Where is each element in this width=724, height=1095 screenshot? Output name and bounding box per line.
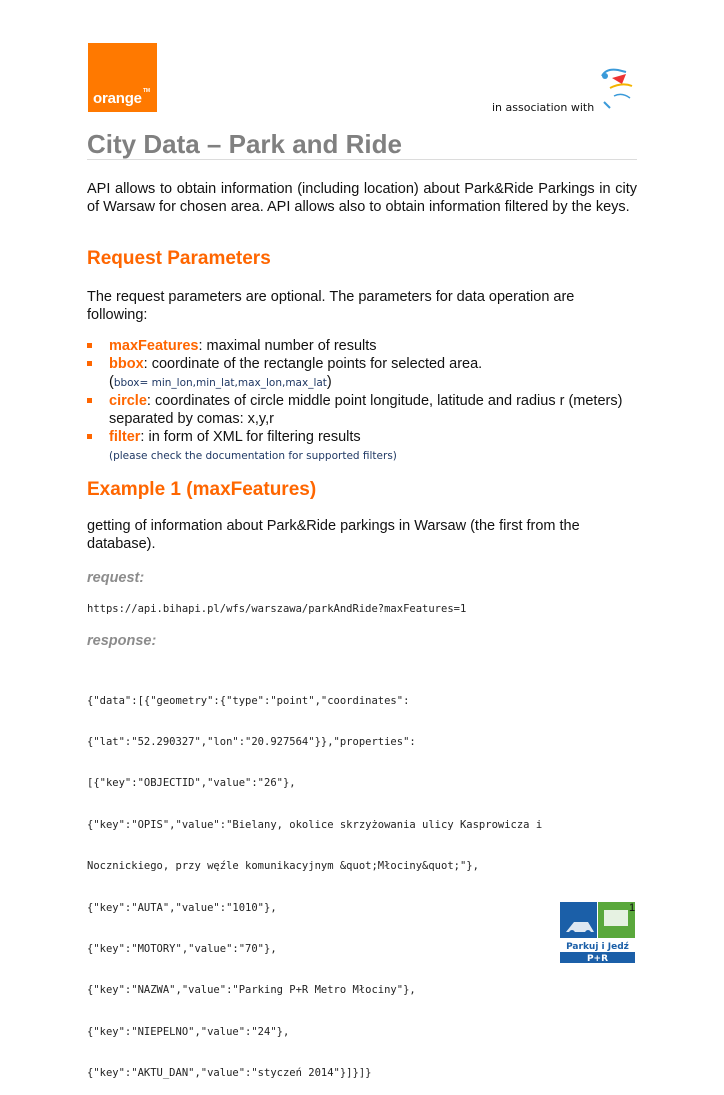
association-text: in association with <box>492 101 595 114</box>
pr-logo-text: Parkuj i Jedź <box>566 942 629 952</box>
code-line: {"key":"AUTA","value":"1010"}, <box>87 901 277 914</box>
example1-heading: Example 1 (maxFeatures) <box>87 479 317 500</box>
intro-paragraph: API allows to obtain information (including location) about Park&Ride Parkings in city of Warsaw for chosen area. API allows also to obtain information filtered by the keys. <box>87 181 637 215</box>
param-note: (please check the documentation for supported filters) <box>109 450 397 462</box>
code-line: {"key":"MOTORY","value":"70"}, <box>87 942 277 955</box>
param-description: : coordinate of the rectangle points for selected area. <box>143 356 483 372</box>
code-line: [{"key":"OBJECTID","value":"26"}, <box>87 777 296 790</box>
code-line: {"key":"OPIS","value":"Bielany, okolice skrzyżowania ulicy Kasprowicza i <box>87 818 543 831</box>
response-label: response: <box>87 633 157 649</box>
param-key: circle <box>109 393 147 409</box>
request-label: request: <box>87 570 145 586</box>
bullet-icon <box>87 343 92 348</box>
code-line: {"key":"NIEPELNO","value":"24"}, <box>87 1025 290 1038</box>
bullet-icon <box>87 434 92 439</box>
param-filter <box>87 428 647 465</box>
response-code-block <box>87 667 542 1095</box>
code-line: {"key":"AKTU_DAN","value":"styczeń 2014"}]}]} <box>87 1067 372 1080</box>
param-key: maxFeatures <box>109 338 199 354</box>
title-divider <box>87 159 637 160</box>
param-key: filter <box>109 429 141 445</box>
bihapi-rocket-logo-icon <box>596 62 638 110</box>
code-line: Nocznickiego, przy węźle komunikacyjnym &quot;Młociny&quot;"}, <box>87 860 479 873</box>
code-line: {"data":[{"geometry":{"type":"point","coordinates": <box>87 694 410 707</box>
pr-logo-sub: P+R <box>586 954 609 963</box>
request-url[interactable]: https://api.bihapi.pl/wfs/warszawa/parkAndRide?maxFeatures=1 <box>87 603 467 615</box>
param-note: bbox= min_lon,min_lat,max_lon,max_lat <box>113 377 327 389</box>
param-key: bbox <box>109 356 144 372</box>
param-maxfeatures <box>87 337 647 355</box>
param-description: : in form of XML for filtering results <box>140 429 361 445</box>
bullet-icon <box>87 398 92 403</box>
request-parameters-intro: The request parameters are optional. The parameters for data operation are following: <box>87 289 575 323</box>
param-circle <box>87 392 647 428</box>
code-line: {"lat":"52.290327","lon":"20.927564"}},"properties": <box>87 735 416 748</box>
orange-logo-text: orange TM <box>93 88 150 107</box>
example1-description: getting of information about Park&Ride parkings in Warsaw (the first from the database). <box>87 518 580 552</box>
page-title: City Data – Park and Ride <box>87 129 402 159</box>
orange-logo <box>88 43 157 112</box>
bullet-icon <box>87 361 92 366</box>
parameter-list <box>87 337 647 465</box>
param-bbox: bbox: coordinate of the rectangle points for selected area. (bbox= min_lon,min_lat,max_lon,max_lat) <box>87 355 647 392</box>
param-description: : maximal number of results <box>198 338 377 354</box>
park-and-ride-logo-icon <box>560 902 635 963</box>
request-parameters-heading: Request Parameters <box>87 248 271 269</box>
code-line: {"key":"NAZWA","value":"Parking P+R Metro Młociny"}, <box>87 984 416 997</box>
param-description: : coordinates of circle middle point longitude, latitude and radius r (meters) separated by comas: x,y,r <box>109 393 623 427</box>
page-number: 1 <box>629 902 636 914</box>
